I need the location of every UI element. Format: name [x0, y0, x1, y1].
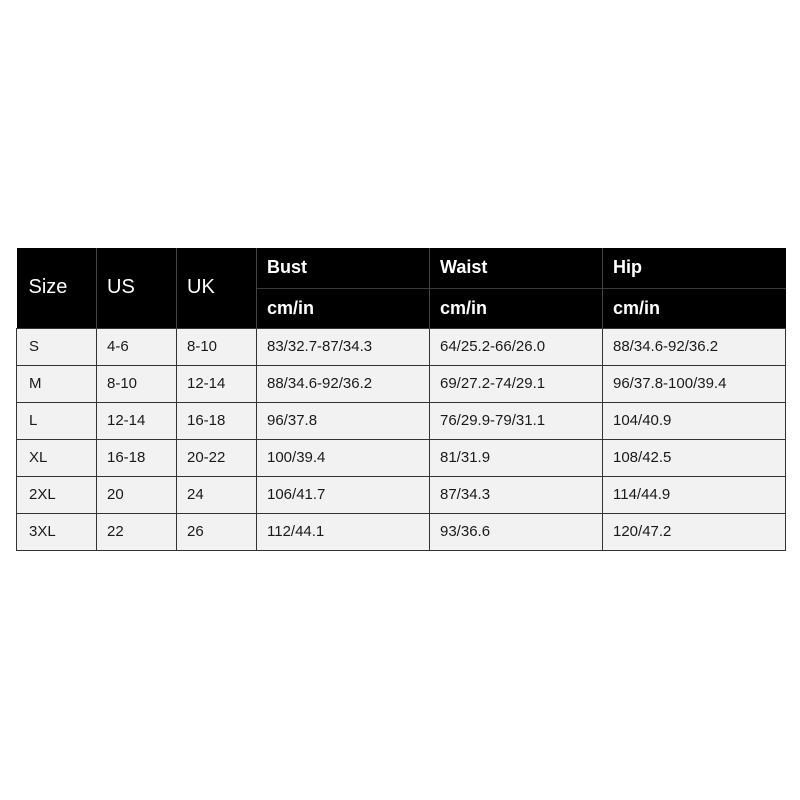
cell-bust: 106/41.7 [257, 476, 430, 513]
cell-bust: 83/32.7-87/34.3 [257, 328, 430, 365]
cell-us: 22 [97, 513, 177, 550]
cell-hip: 104/40.9 [603, 402, 786, 439]
cell-uk: 26 [177, 513, 257, 550]
cell-size: 3XL [17, 513, 97, 550]
header-us: US [97, 248, 177, 328]
header-hip: Hip [603, 248, 786, 288]
cell-size: XL [17, 439, 97, 476]
cell-waist: 87/34.3 [430, 476, 603, 513]
table-row [17, 439, 786, 476]
cell-waist: 81/31.9 [430, 439, 603, 476]
cell-size: 2XL [17, 476, 97, 513]
cell-hip: 114/44.9 [603, 476, 786, 513]
cell-bust: 96/37.8 [257, 402, 430, 439]
header-hip-unit: cm/in [603, 288, 786, 328]
cell-bust: 112/44.1 [257, 513, 430, 550]
cell-us: 16-18 [97, 439, 177, 476]
table-header [17, 248, 786, 328]
cell-size: S [17, 328, 97, 365]
cell-us: 4-6 [97, 328, 177, 365]
cell-uk: 24 [177, 476, 257, 513]
cell-uk: 12-14 [177, 365, 257, 402]
table-body [17, 328, 786, 550]
cell-hip: 120/47.2 [603, 513, 786, 550]
size-chart-table [16, 248, 786, 551]
table-row [17, 328, 786, 365]
table-row [17, 513, 786, 550]
cell-uk: 20-22 [177, 439, 257, 476]
cell-hip: 88/34.6-92/36.2 [603, 328, 786, 365]
header-bust: Bust [257, 248, 430, 288]
cell-hip: 96/37.8-100/39.4 [603, 365, 786, 402]
header-size: Size [17, 248, 97, 328]
cell-waist: 64/25.2-66/26.0 [430, 328, 603, 365]
cell-us: 8-10 [97, 365, 177, 402]
cell-us: 12-14 [97, 402, 177, 439]
header-waist: Waist [430, 248, 603, 288]
header-uk: UK [177, 248, 257, 328]
table-row [17, 365, 786, 402]
cell-waist: 93/36.6 [430, 513, 603, 550]
cell-hip: 108/42.5 [603, 439, 786, 476]
header-row-main [17, 248, 786, 288]
cell-bust: 100/39.4 [257, 439, 430, 476]
cell-bust: 88/34.6-92/36.2 [257, 365, 430, 402]
cell-uk: 8-10 [177, 328, 257, 365]
cell-waist: 76/29.9-79/31.1 [430, 402, 603, 439]
cell-us: 20 [97, 476, 177, 513]
header-waist-unit: cm/in [430, 288, 603, 328]
header-bust-unit: cm/in [257, 288, 430, 328]
cell-waist: 69/27.2-74/29.1 [430, 365, 603, 402]
cell-size: L [17, 402, 97, 439]
table-row [17, 476, 786, 513]
cell-size: M [17, 365, 97, 402]
cell-uk: 16-18 [177, 402, 257, 439]
table-row [17, 402, 786, 439]
